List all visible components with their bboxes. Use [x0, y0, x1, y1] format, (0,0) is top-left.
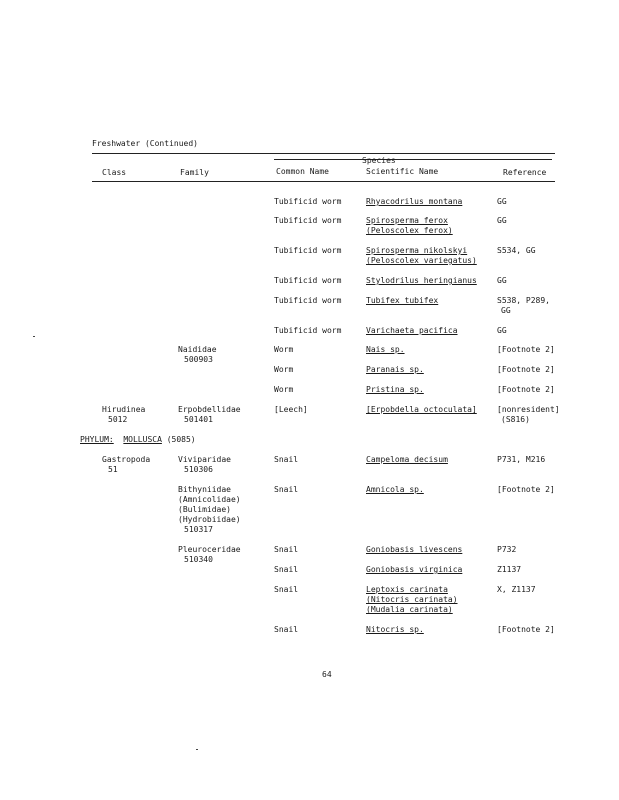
common-name-cell-line: [Leech] — [274, 405, 308, 414]
scientific-name-cell — [366, 296, 438, 306]
header-top-rule — [92, 153, 555, 154]
common-name-cell — [274, 385, 293, 395]
scientific-name-cell — [366, 276, 477, 286]
class-cell — [102, 405, 145, 425]
common-name-cell-line: Tubificid worm — [274, 276, 342, 285]
common-name-cell-line: Snail — [274, 585, 299, 594]
common-name-cell-line: Worm — [274, 385, 294, 394]
reference-cell-line: [nonresident] — [497, 405, 560, 414]
common-name-cell-line: Tubificid worm — [274, 197, 342, 206]
reference-cell — [497, 585, 536, 595]
common-name-cell-line: Tubificid worm — [274, 246, 342, 255]
section-title: Freshwater (Continued) — [92, 139, 198, 148]
scientific-name-cell — [366, 216, 453, 236]
page-number: 64 — [322, 670, 332, 679]
family-cell — [178, 455, 231, 475]
common-name-cell-line: Tubificid worm — [274, 326, 342, 335]
scientific-name-cell-line: (Peloscolex ferox) — [366, 226, 453, 235]
scientific-name-cell-line: (Peloscolex variegatus) — [366, 256, 477, 265]
scientific-name-cell — [366, 365, 424, 375]
common-name-cell — [274, 585, 298, 595]
header-class: Class — [102, 168, 127, 177]
reference-cell-line: [Footnote 2] — [497, 485, 555, 494]
common-name-cell — [274, 565, 298, 575]
reference-cell — [497, 345, 555, 355]
common-name-cell-line: Snail — [274, 625, 299, 634]
family-cell-line: (Hydrobiidae) — [178, 515, 241, 524]
scientific-name-cell — [366, 345, 405, 355]
reference-cell-line: GG — [501, 306, 511, 315]
scientific-name-cell — [366, 625, 424, 635]
reference-cell-line: [Footnote 2] — [497, 345, 555, 354]
reference-cell — [497, 326, 507, 336]
common-name-cell — [274, 405, 308, 415]
reference-cell-line: GG — [497, 216, 507, 225]
reference-cell — [497, 385, 555, 395]
family-cell — [178, 345, 217, 365]
family-cell — [178, 405, 241, 425]
family-cell — [178, 545, 241, 565]
reference-cell — [497, 565, 521, 575]
reference-cell-line: X, Z1137 — [497, 585, 536, 594]
common-name-cell — [274, 455, 298, 465]
family-cell-line: 510340 — [184, 555, 213, 564]
reference-cell-line: GG — [497, 276, 507, 285]
common-name-cell — [274, 326, 341, 336]
species-group-rule — [274, 159, 552, 160]
common-name-cell — [274, 545, 298, 555]
reference-cell — [497, 365, 555, 375]
reference-cell-line: P732 — [497, 545, 517, 554]
reference-cell-line: [Footnote 2] — [497, 385, 555, 394]
scientific-name-cell — [366, 246, 477, 266]
scientific-name-cell-line: Goniobasis livescens — [366, 545, 463, 554]
reference-cell-line: GG — [497, 326, 507, 335]
margin-mark — [196, 749, 198, 750]
family-cell-line: Viviparidae — [178, 455, 231, 464]
reference-cell-line: GG — [497, 197, 507, 206]
scientific-name-cell — [366, 545, 462, 555]
reference-cell — [497, 405, 560, 425]
reference-cell-line: (S816) — [501, 415, 530, 424]
class-cell-line: 5012 — [108, 415, 128, 424]
class-cell-line: Gastropoda — [102, 455, 151, 464]
common-name-cell — [274, 345, 293, 355]
family-cell-line: 501401 — [184, 415, 213, 424]
common-name-cell-line: Snail — [274, 485, 299, 494]
scientific-name-cell-line: Stylodrilus heringianus — [366, 276, 477, 285]
common-name-cell — [274, 485, 298, 495]
common-name-cell — [274, 276, 341, 286]
scientific-name-cell-line: (Nitocris carinata) — [366, 595, 458, 604]
scientific-name-cell — [366, 455, 448, 465]
scientific-name-cell-line: Tubifex tubifex — [366, 296, 439, 305]
common-name-cell-line: Tubificid worm — [274, 216, 342, 225]
reference-cell-line: [Footnote 2] — [497, 625, 555, 634]
reference-cell-line: S538, P289, — [497, 296, 550, 305]
reference-cell — [497, 545, 516, 555]
common-name-cell — [274, 197, 341, 207]
family-cell-line: (Bulimidae) — [178, 505, 231, 514]
reference-cell — [497, 455, 545, 465]
header-reference: Reference — [503, 168, 547, 177]
scientific-name-cell — [366, 585, 458, 615]
scientific-name-cell-line: Nais sp. — [366, 345, 405, 354]
header-common-name: Common Name — [276, 167, 329, 176]
family-cell-line: 510306 — [184, 465, 213, 474]
scientific-name-cell-line: (Mudalia carinata) — [366, 605, 453, 614]
common-name-cell — [274, 625, 298, 635]
phylum-line — [80, 435, 196, 445]
scientific-name-cell-line: Spirosperma nikolskyi — [366, 246, 468, 255]
reference-cell — [497, 625, 555, 635]
header-scientific-name: Scientific Name — [366, 167, 439, 176]
scientific-name-cell-line: [Erpobdella octoculata] — [366, 405, 477, 414]
reference-cell-line: P731, M216 — [497, 455, 546, 464]
scientific-name-cell — [366, 485, 424, 495]
reference-cell-line: S534, GG — [497, 246, 536, 255]
family-cell — [178, 485, 241, 535]
family-cell-line: (Amnicolidae) — [178, 495, 241, 504]
scientific-name-cell — [366, 385, 424, 395]
family-cell-line: Bithyniidae — [178, 485, 231, 494]
common-name-cell-line: Snail — [274, 455, 299, 464]
reference-cell — [497, 246, 536, 256]
header-bottom-rule — [92, 181, 555, 182]
family-cell-line: Naididae — [178, 345, 217, 354]
margin-mark — [33, 336, 35, 337]
reference-cell — [497, 197, 507, 207]
reference-cell — [497, 296, 550, 316]
scientific-name-cell — [366, 197, 462, 207]
scientific-name-cell-line: Varichaeta pacifica — [366, 326, 458, 335]
header-family: Family — [180, 168, 209, 177]
scientific-name-cell-line: Amnicola sp. — [366, 485, 424, 494]
family-cell-line: 510317 — [184, 525, 213, 534]
scientific-name-cell — [366, 326, 458, 336]
scientific-name-cell-line: Nitocris sp. — [366, 625, 424, 634]
common-name-cell-line: Tubificid worm — [274, 296, 342, 305]
reference-cell — [497, 276, 507, 286]
scientific-name-cell-line: Paranais sp. — [366, 365, 424, 374]
reference-cell-line: [Footnote 2] — [497, 365, 555, 374]
class-cell — [102, 455, 150, 475]
reference-cell — [497, 485, 555, 495]
scientific-name-cell-line: Pristina sp. — [366, 385, 424, 394]
phylum-name: MOLLUSCA — [123, 435, 162, 444]
scientific-name-cell-line: Campeloma decisum — [366, 455, 448, 464]
class-cell-line: Hirudinea — [102, 405, 146, 414]
common-name-cell — [274, 365, 293, 375]
family-cell-line: 500903 — [184, 355, 213, 364]
phylum-label: PHYLUM: — [80, 435, 114, 444]
scientific-name-cell-line: Spirosperma ferox — [366, 216, 448, 225]
phylum-code: (5085) — [166, 435, 196, 444]
scientific-name-cell-line: Rhyacodrilus montana — [366, 197, 463, 206]
reference-cell — [497, 216, 507, 226]
common-name-cell-line: Worm — [274, 365, 294, 374]
common-name-cell — [274, 296, 341, 306]
family-cell-line: Erpobdellidae — [178, 405, 241, 414]
header-species-group: Species — [362, 156, 396, 165]
common-name-cell — [274, 216, 341, 226]
common-name-cell-line: Snail — [274, 565, 299, 574]
scientific-name-cell-line: Goniobasis virginica — [366, 565, 463, 574]
common-name-cell-line: Snail — [274, 545, 299, 554]
common-name-cell-line: Worm — [274, 345, 294, 354]
scientific-name-cell-line: Leptoxis carinata — [366, 585, 448, 594]
scientific-name-cell — [366, 565, 462, 575]
common-name-cell — [274, 246, 341, 256]
class-cell-line: 51 — [108, 465, 118, 474]
reference-cell-line: Z1137 — [497, 565, 522, 574]
family-cell-line: Pleuroceridae — [178, 545, 241, 554]
scientific-name-cell — [366, 405, 477, 415]
